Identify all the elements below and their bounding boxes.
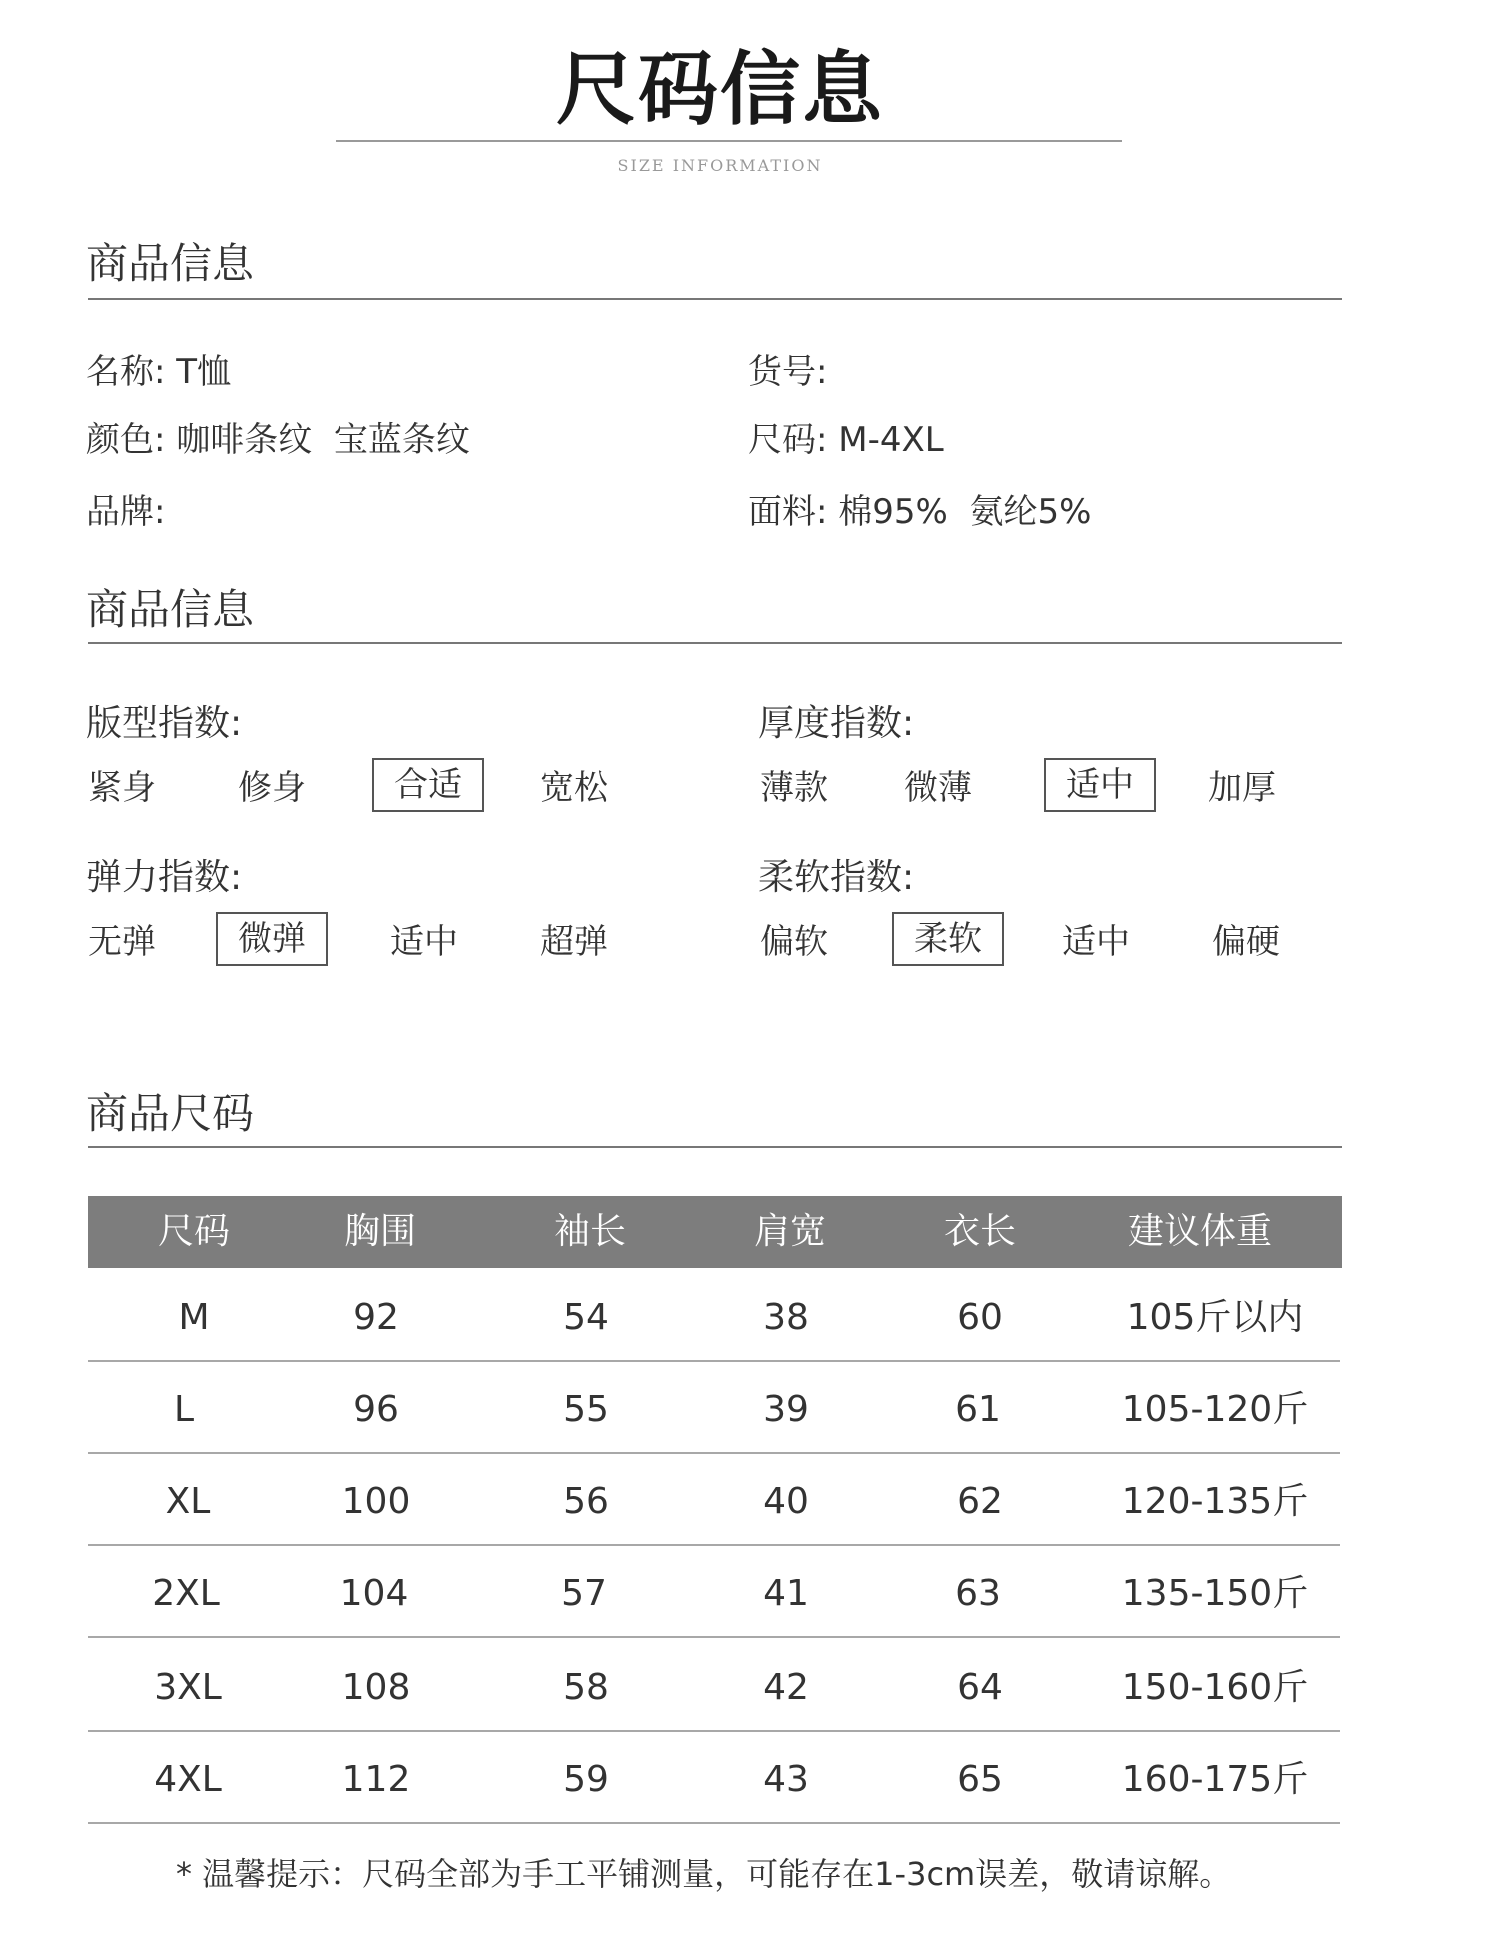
- table-cell: 96: [353, 1389, 399, 1430]
- table-cell: 55: [563, 1389, 609, 1430]
- table-row-divider: [88, 1822, 1340, 1824]
- table-cell: 61: [955, 1389, 1001, 1430]
- table-cell: M: [178, 1297, 210, 1338]
- table-cell: 112: [341, 1759, 411, 1800]
- table-cell: 58: [563, 1667, 609, 1708]
- table-cell: 38: [763, 1297, 809, 1338]
- table-header-cell: 胸围: [343, 1211, 416, 1252]
- title-divider: [336, 140, 1122, 142]
- fit-index-title: 版型指数:: [86, 703, 243, 744]
- section-title-indices: 商品信息: [86, 585, 255, 634]
- section-title-size-table: 商品尺码: [86, 1089, 255, 1138]
- table-cell: 39: [763, 1389, 809, 1430]
- thickness-option: 加厚: [1208, 768, 1276, 808]
- table-row-divider: [88, 1360, 1340, 1362]
- fit-option-selected: 合适: [372, 758, 484, 812]
- table-cell: 3XL: [154, 1667, 222, 1708]
- section-title-product-info: 商品信息: [86, 239, 255, 288]
- table-header-cell: 尺码: [157, 1211, 230, 1252]
- table-cell: 92: [353, 1297, 399, 1338]
- table-cell: 2XL: [152, 1573, 220, 1614]
- table-cell: 40: [763, 1481, 809, 1522]
- table-cell: 135-150斤: [1121, 1573, 1309, 1614]
- fit-option: 紧身: [88, 768, 156, 808]
- product-item-no: 货号:: [748, 352, 828, 392]
- table-cell: XL: [165, 1481, 211, 1522]
- table-header-cell: 衣长: [943, 1211, 1016, 1252]
- product-brand: 品牌:: [86, 492, 166, 532]
- table-cell: 108: [341, 1667, 411, 1708]
- table-cell: 4XL: [154, 1759, 222, 1800]
- elasticity-option: 无弹: [88, 922, 156, 962]
- table-cell: 65: [957, 1759, 1003, 1800]
- fit-option: 宽松: [540, 768, 608, 808]
- product-size-range: 尺码: M-4XL: [748, 420, 944, 460]
- elasticity-option: 超弹: [540, 922, 608, 962]
- table-row-divider: [88, 1636, 1340, 1638]
- table-cell: 120-135斤: [1121, 1481, 1309, 1522]
- page-title: 尺码信息: [556, 43, 884, 136]
- page-subtitle: SIZE INFORMATION: [617, 156, 823, 175]
- table-cell: 57: [561, 1573, 607, 1614]
- table-cell: 60: [957, 1297, 1003, 1338]
- table-cell: 64: [957, 1667, 1003, 1708]
- table-cell: 42: [763, 1667, 809, 1708]
- product-material: 面料: 棉95% 氨纶5%: [748, 492, 1092, 532]
- table-header-cell: 建议体重: [1127, 1211, 1272, 1252]
- softness-option: 偏硬: [1212, 922, 1280, 962]
- elasticity-index-title: 弹力指数:: [86, 857, 243, 898]
- product-name: 名称: T恤: [86, 352, 232, 392]
- thickness-option-selected: 适中: [1044, 758, 1156, 812]
- table-cell: 54: [563, 1297, 609, 1338]
- table-row-divider: [88, 1730, 1340, 1732]
- table-cell: 150-160斤: [1121, 1667, 1309, 1708]
- product-color: 颜色: 咖啡条纹 宝蓝条纹: [86, 420, 470, 460]
- table-cell: 56: [563, 1481, 609, 1522]
- table-row-divider: [88, 1544, 1340, 1546]
- table-cell: 105斤以内: [1126, 1297, 1304, 1338]
- table-cell: 59: [563, 1759, 609, 1800]
- softness-index-title: 柔软指数:: [758, 857, 915, 898]
- softness-option: 适中: [1062, 922, 1130, 962]
- softness-option-selected: 柔软: [892, 912, 1004, 966]
- softness-option: 偏软: [760, 922, 828, 962]
- thickness-option: 微薄: [904, 768, 972, 808]
- table-cell: L: [173, 1389, 195, 1430]
- section-divider: [88, 642, 1342, 644]
- table-row-divider: [88, 1452, 1340, 1454]
- table-cell: 105-120斤: [1121, 1389, 1309, 1430]
- table-header-cell: 肩宽: [753, 1211, 826, 1252]
- fit-option: 修身: [238, 768, 306, 808]
- table-cell: 63: [955, 1573, 1001, 1614]
- table-cell: 43: [763, 1759, 809, 1800]
- footnote: * 温馨提示：尺码全部为手工平铺测量，可能存在1-3cm误差，敬请谅解。: [176, 1855, 1232, 1893]
- elasticity-option: 适中: [390, 922, 458, 962]
- table-header-cell: 袖长: [553, 1211, 626, 1252]
- table-cell: 160-175斤: [1121, 1759, 1309, 1800]
- section-divider: [88, 298, 1342, 300]
- table-cell: 104: [339, 1573, 409, 1614]
- table-cell: 62: [957, 1481, 1003, 1522]
- elasticity-option-selected: 微弹: [216, 912, 328, 966]
- thickness-index-title: 厚度指数:: [758, 703, 915, 744]
- table-cell: 100: [341, 1481, 411, 1522]
- thickness-option: 薄款: [760, 768, 828, 808]
- section-divider: [88, 1146, 1342, 1148]
- table-cell: 41: [763, 1573, 809, 1614]
